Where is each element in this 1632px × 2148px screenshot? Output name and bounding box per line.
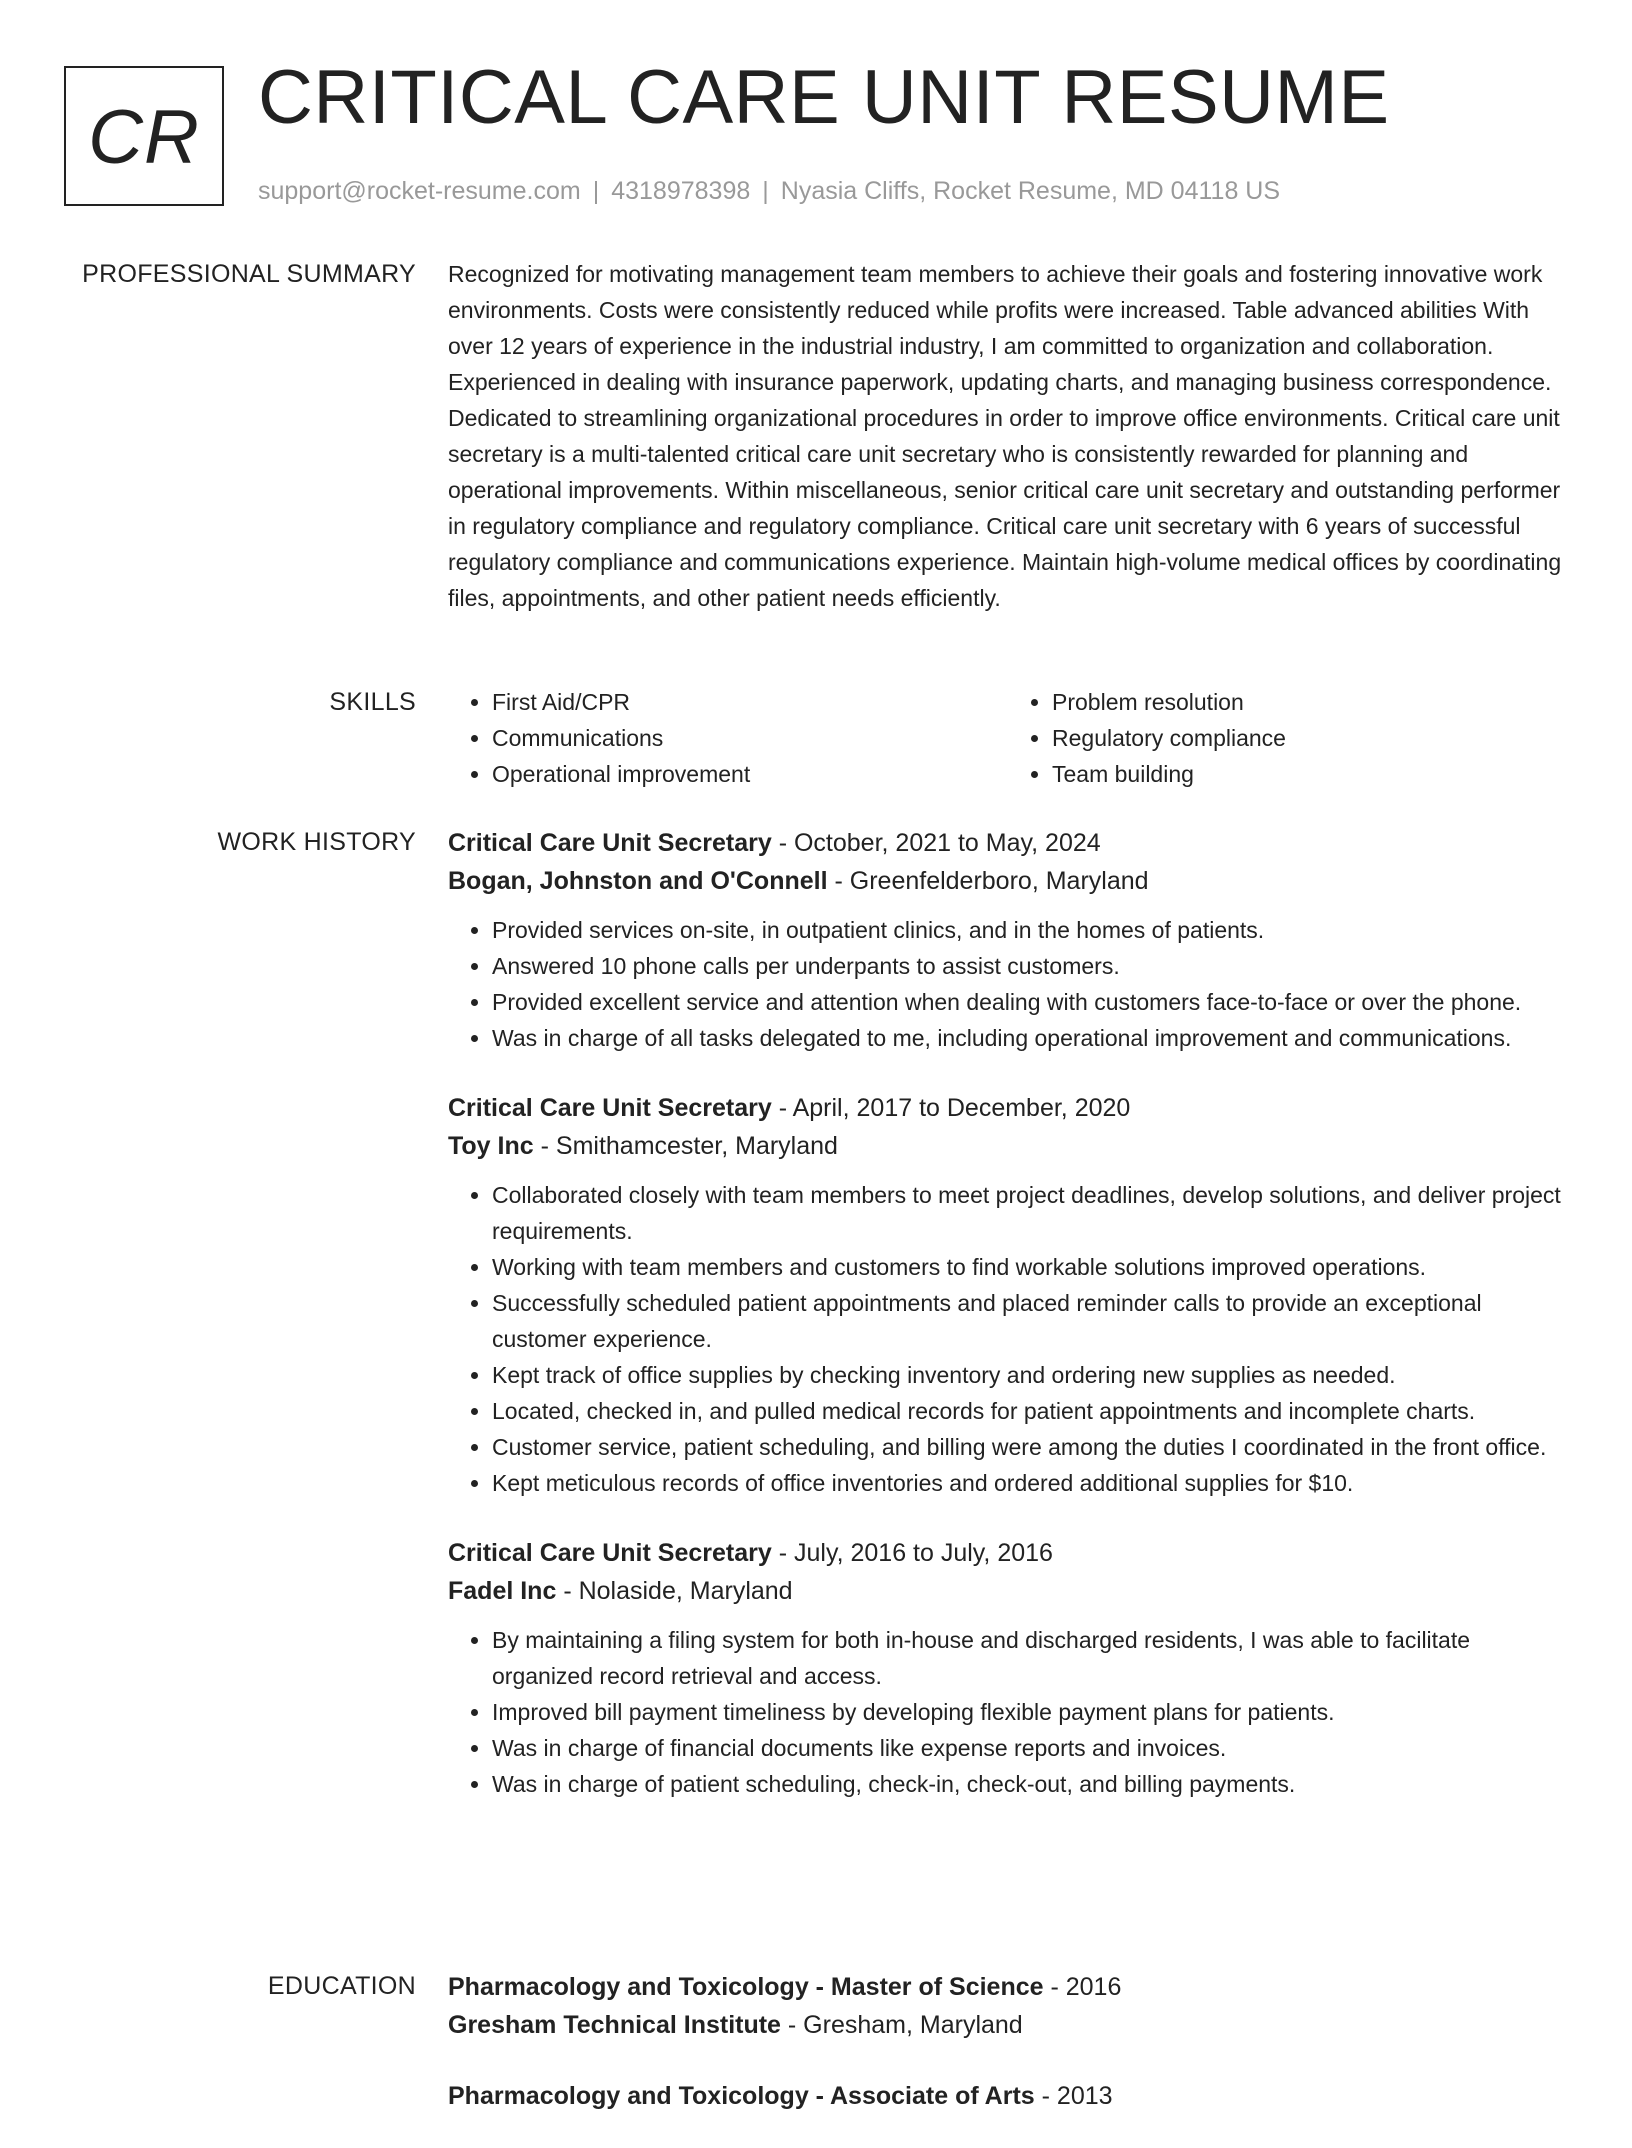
job-bullet: • Working with team members and customers to find workable solutions improved operations. [492, 1249, 1568, 1285]
work-history-body [448, 824, 1568, 1835]
job-bullet: • Successfully scheduled patient appointments and placed reminder calls to provide an exceptional customer experience. [492, 1285, 1568, 1357]
job-company: Fadel Inc [448, 1577, 557, 1605]
job-bullet: • Answered 10 phone calls per underpants to assist customers. [492, 948, 1568, 984]
job-entry [448, 1089, 1568, 1501]
job-location: - Greenfelderboro, Maryland [827, 867, 1149, 895]
skills-heading: SKILLS [329, 688, 416, 716]
job-dates: - July, 2016 to July, 2016 [771, 1539, 1053, 1567]
contact-email: support@rocket-resume.com [258, 177, 581, 205]
skills-body [448, 684, 1568, 792]
job-company: Toy Inc [448, 1132, 534, 1160]
skills-grid [448, 684, 1568, 792]
job-bullet: • Located, checked in, and pulled medical records for patient appointments and incomplete charts. [492, 1393, 1568, 1429]
summary-text: Recognized for motivating management team members to achieve their goals and fostering innovative work environments. Costs were consistently reduced while profits were increased. Table advanced abilities With over 12 years of experience in the industrial industry, I am committed to organization and collaboration. Experienced in dealing with insurance paperwork, updating charts, and managing business correspondence. Dedicated to streamlining organizational procedures in order to improve office environments. Critical care unit secretary is a multi-talented critical care unit secretary who is consistently rewarded for planning and operational improvements. Within miscellaneous, senior critical care unit secretary and outstanding performer in regulatory compliance and regulatory compliance. Critical care unit secretary with 6 years of successful regulatory compliance and communications experience. Maintain high-volume medical offices by coordinating files, appointments, and other patient needs efficiently. [448, 261, 1562, 611]
skills-column-left [448, 684, 1008, 792]
job-title: Critical Care Unit Secretary [448, 829, 772, 857]
monogram-initials: CR [88, 95, 200, 180]
education-school: Gresham Technical Institute [448, 2011, 781, 2039]
job-company: Bogan, Johnston and O'Connell [448, 867, 828, 895]
job-title-line [448, 824, 1568, 862]
education-entry [448, 1968, 1568, 2044]
job-bullet: • Was in charge of financial documents like expense reports and invoices. [492, 1730, 1568, 1766]
job-entry [448, 824, 1568, 1056]
education-year: - 2013 [1034, 2082, 1113, 2110]
summary-heading: PROFESSIONAL SUMMARY [82, 260, 416, 288]
job-dates: - April, 2017 to December, 2020 [771, 1094, 1131, 1122]
resume-title: CRITICAL CARE UNIT RESUME [258, 55, 1390, 140]
contact-address: Nyasia Cliffs, Rocket Resume, MD 04118 US [780, 177, 1281, 205]
skills-column-right [1008, 684, 1568, 792]
work-history-heading: WORK HISTORY [217, 828, 416, 856]
job-bullet: • Provided excellent service and attention when dealing with customers face-to-face or over the phone. [492, 984, 1568, 1020]
job-bullets [448, 912, 1568, 1056]
skill-item: • First Aid/CPR [492, 684, 1008, 720]
job-bullet: • By maintaining a filing system for both in-house and discharged residents, I was able to facilitate organized record retrieval and access. [492, 1622, 1568, 1694]
job-dates: - October, 2021 to May, 2024 [771, 829, 1101, 857]
skill-item: • Communications [492, 720, 1008, 756]
job-title-line [448, 1089, 1568, 1127]
education-degree: Pharmacology and Toxicology - Master of Science [448, 1973, 1044, 2001]
education-year: - 2016 [1043, 1973, 1122, 2001]
contact-phone: 4318978398 [611, 177, 751, 205]
job-bullet: • Customer service, patient scheduling, and billing were among the duties I coordinated in the front office. [492, 1429, 1568, 1465]
job-entry [448, 1534, 1568, 1802]
skill-item: • Problem resolution [1052, 684, 1568, 720]
contact-separator: | [592, 177, 600, 205]
job-bullets [448, 1177, 1568, 1501]
education-entry [448, 2077, 1568, 2115]
job-bullet: • Improved bill payment timeliness by developing flexible payment plans for patients. [492, 1694, 1568, 1730]
education-body [448, 1968, 1568, 2148]
education-degree: Pharmacology and Toxicology - Associate of Arts [448, 2082, 1035, 2110]
skill-item: • Team building [1052, 756, 1568, 792]
job-title-line [448, 1534, 1568, 1572]
education-degree-line [448, 1968, 1568, 2006]
job-bullet: • Collaborated closely with team members to meet project deadlines, develop solutions, and deliver project requirements. [492, 1177, 1568, 1249]
education-degree-line [448, 2077, 1568, 2115]
contact-separator: | [762, 177, 769, 205]
job-company-line [448, 862, 1568, 900]
education-heading: EDUCATION [267, 1972, 416, 2000]
job-bullet: • Provided services on-site, in outpatient clinics, and in the homes of patients. [492, 912, 1568, 948]
job-title: Critical Care Unit Secretary [448, 1094, 772, 1122]
summary-body [448, 256, 1568, 616]
job-bullet: • Was in charge of all tasks delegated to me, including operational improvement and communications. [492, 1020, 1568, 1056]
contact-line [258, 176, 1280, 206]
education-school-line [448, 2006, 1568, 2044]
job-company-line [448, 1127, 1568, 1165]
job-bullet: • Kept meticulous records of office inventories and ordered additional supplies for $10. [492, 1465, 1568, 1501]
job-company-line [448, 1572, 1568, 1610]
job-title: Critical Care Unit Secretary [448, 1539, 772, 1567]
skill-item: • Operational improvement [492, 756, 1008, 792]
job-location: - Smithamcester, Maryland [533, 1132, 838, 1160]
education-location: - Gresham, Maryland [780, 2011, 1023, 2039]
skill-item: • Regulatory compliance [1052, 720, 1568, 756]
job-bullet: • Was in charge of patient scheduling, check-in, check-out, and billing payments. [492, 1766, 1568, 1802]
job-location: - Nolaside, Maryland [556, 1577, 793, 1605]
monogram-badge [64, 66, 224, 206]
job-bullet: • Kept track of office supplies by checking inventory and ordering new supplies as needed. [492, 1357, 1568, 1393]
job-bullets [448, 1622, 1568, 1802]
